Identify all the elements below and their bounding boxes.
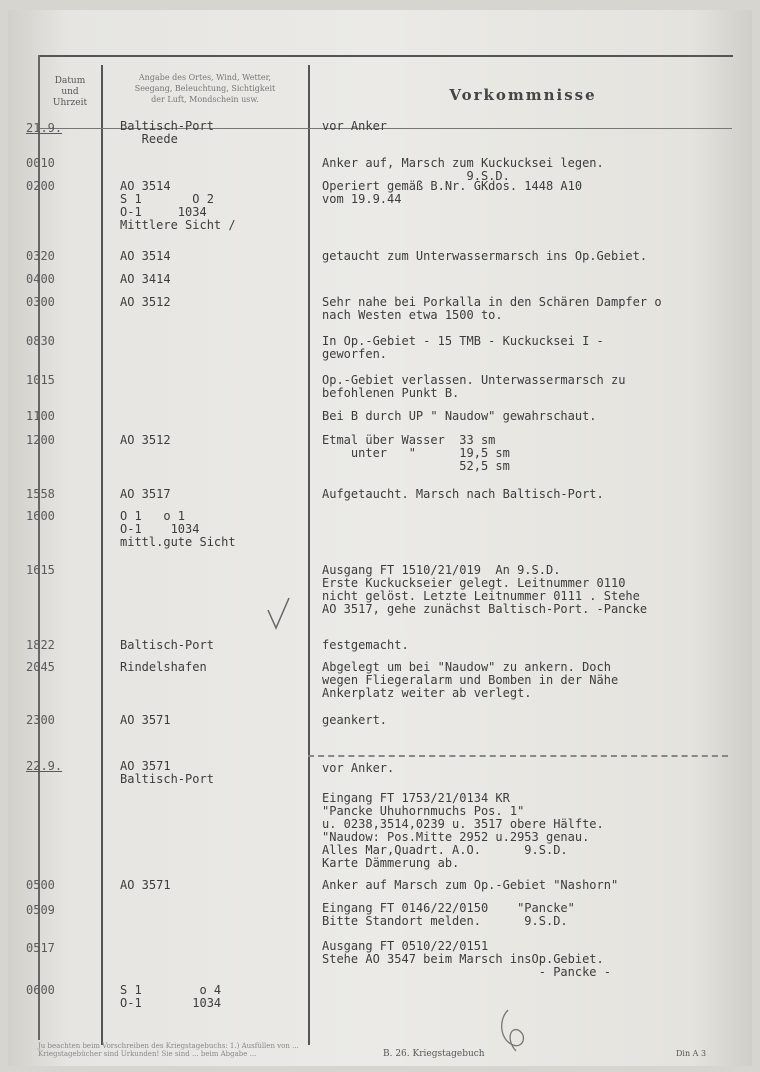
- entry-date: 1015: [26, 373, 55, 387]
- entry-event: Anker auf Marsch zum Op.-Gebiet "Nashorn": [322, 878, 619, 892]
- footer-form-title: B. 26. Kriegstagebuch: [383, 1049, 485, 1059]
- entry-place: O 1 o 1 O-1 1034 mittl.gute Sicht: [120, 509, 236, 549]
- entry-event: Anker auf, Marsch zum Kuckucksei legen. 9.S.D.: [322, 156, 604, 183]
- entry-date: 21.9.: [26, 121, 63, 135]
- entry-date: 0200: [26, 179, 55, 193]
- entry-place: AO 3414: [120, 272, 171, 286]
- entry-place: Baltisch-Port Reede: [120, 119, 214, 146]
- entry-date: 1615: [26, 563, 55, 577]
- entry-event: geankert.: [322, 713, 388, 727]
- header-datum: Datum und Uhrzeit: [52, 76, 88, 108]
- entry-place: Rindelshafen: [120, 660, 207, 674]
- entry-date: 0600: [26, 983, 55, 997]
- entry-event: festgemacht.: [322, 638, 409, 652]
- signature-scribble-icon: [488, 1005, 548, 1055]
- entry-place: AO 3517: [120, 487, 171, 501]
- entry-place: AO 3512: [120, 295, 171, 309]
- entry-place: AO 3571: [120, 878, 171, 892]
- entry-date: 0010: [26, 156, 55, 170]
- entry-event: Eingang FT 1753/21/0134 KR "Pancke Uhuhornmuchs Pos. 1" u. 0238,3514,0239 u. 3517 obere Hälfte. "Naudow: Pos.Mitte 2952 u.2953 genau. Alles Mar,Quadrt. A.O. 9.S.D. Karte Dämmerung ab.: [322, 791, 604, 870]
- column-divider-2: [308, 65, 310, 1045]
- entry-date: 1200: [26, 433, 55, 447]
- entry-date: 0300: [26, 295, 55, 309]
- entry-event: Operiert gemäß B.Nr. GKdos. 1448 A10 vom 19.9.44: [322, 179, 583, 206]
- entry-event: Aufgetaucht. Marsch nach Baltisch-Port.: [322, 487, 604, 501]
- entry-date: 1100: [26, 409, 55, 423]
- entry-place: AO 3514 S 1 O 2 O-1 1034 Mittlere Sicht /: [120, 179, 236, 232]
- entry-date: 0509: [26, 903, 55, 917]
- entry-date: 2045: [26, 660, 55, 674]
- entry-date: 22.9.: [26, 759, 63, 773]
- header-angabe: Angabe des Ortes, Wind, Wetter, Seegang, Beleuchtung, Sichtigkeit der Luft, Mondschein usw.: [134, 73, 276, 104]
- footer-instructions: Ju beachten beim Vorschreiben des Kriegstagebuchs: 1.) Ausfüllen von ... Kriegstagebücher sind Urkunden! Sie sind ... beim Abgabe ...: [38, 1042, 299, 1058]
- entry-date: 0320: [26, 249, 55, 263]
- entry-place: AO 3514: [120, 249, 171, 263]
- entry-place: S 1 o 4 O-1 1034: [120, 983, 222, 1010]
- table-top-border: [38, 55, 733, 57]
- entry-event: Op.-Gebiet verlassen. Unterwassermarsch zu befohlenen Punkt B.: [322, 373, 626, 400]
- entry-date: 0500: [26, 878, 55, 892]
- entry-event: vor Anker: [322, 119, 388, 133]
- entry-event: Bei B durch UP " Naudow" gewahrschaut.: [322, 409, 597, 423]
- entry-date: 1600: [26, 509, 55, 523]
- entry-event: vor Anker.: [322, 761, 395, 775]
- entry-place: AO 3571 Baltisch-Port: [120, 759, 214, 786]
- entry-place: Baltisch-Port: [120, 638, 214, 652]
- table-left-border: [38, 55, 40, 1040]
- entry-date: 0517: [26, 941, 55, 955]
- entry-event: getaucht zum Unterwassermarsch ins Op.Gebiet.: [322, 249, 648, 263]
- entry-event: Etmal über Wasser 33 sm unter " 19,5 sm 52,5 sm: [322, 433, 510, 473]
- entry-date: 1822: [26, 638, 55, 652]
- entry-date: 2300: [26, 713, 55, 727]
- day-separator: [308, 755, 728, 757]
- entry-date: 0400: [26, 272, 55, 286]
- column-divider-1: [101, 65, 103, 1045]
- document-page: [8, 10, 752, 1066]
- entry-date: 0830: [26, 334, 55, 348]
- entry-event: Abgelegt um bei "Naudow" zu ankern. Doch wegen Fliegeralarm und Bomben in der Nähe Ankerplatz weiter ab verlegt.: [322, 660, 619, 700]
- entry-date: 1558: [26, 487, 55, 501]
- entry-place: AO 3571: [120, 713, 171, 727]
- header-vorkommnisse: Vorkommnisse: [449, 86, 597, 104]
- entry-event: Eingang FT 0146/22/0150 "Pancke" Bitte Standort melden. 9.S.D.: [322, 901, 575, 928]
- footer-paper-size: Din A 3: [676, 1049, 707, 1058]
- entry-event: Sehr nahe bei Porkalla in den Schären Dampfer o nach Westen etwa 1500 to.: [322, 295, 662, 322]
- entry-event: In Op.-Gebiet - 15 TMB - Kuckucksei I - geworfen.: [322, 334, 604, 361]
- entry-event: Ausgang FT 1510/21/019 An 9.S.D. Erste Kuckuckseier gelegt. Leitnummer 0110 nicht gelöst. Letzte Leitnummer 0111 . Stehe AO 3517, gehe zunächst Baltisch-Port. -Pancke: [322, 563, 648, 616]
- checkmark-icon: [263, 595, 293, 635]
- entry-place: AO 3512: [120, 433, 171, 447]
- entry-event: Ausgang FT 0510/22/0151 Stehe AO 3547 beim Marsch insOp.Gebiet. - Pancke -: [322, 939, 611, 979]
